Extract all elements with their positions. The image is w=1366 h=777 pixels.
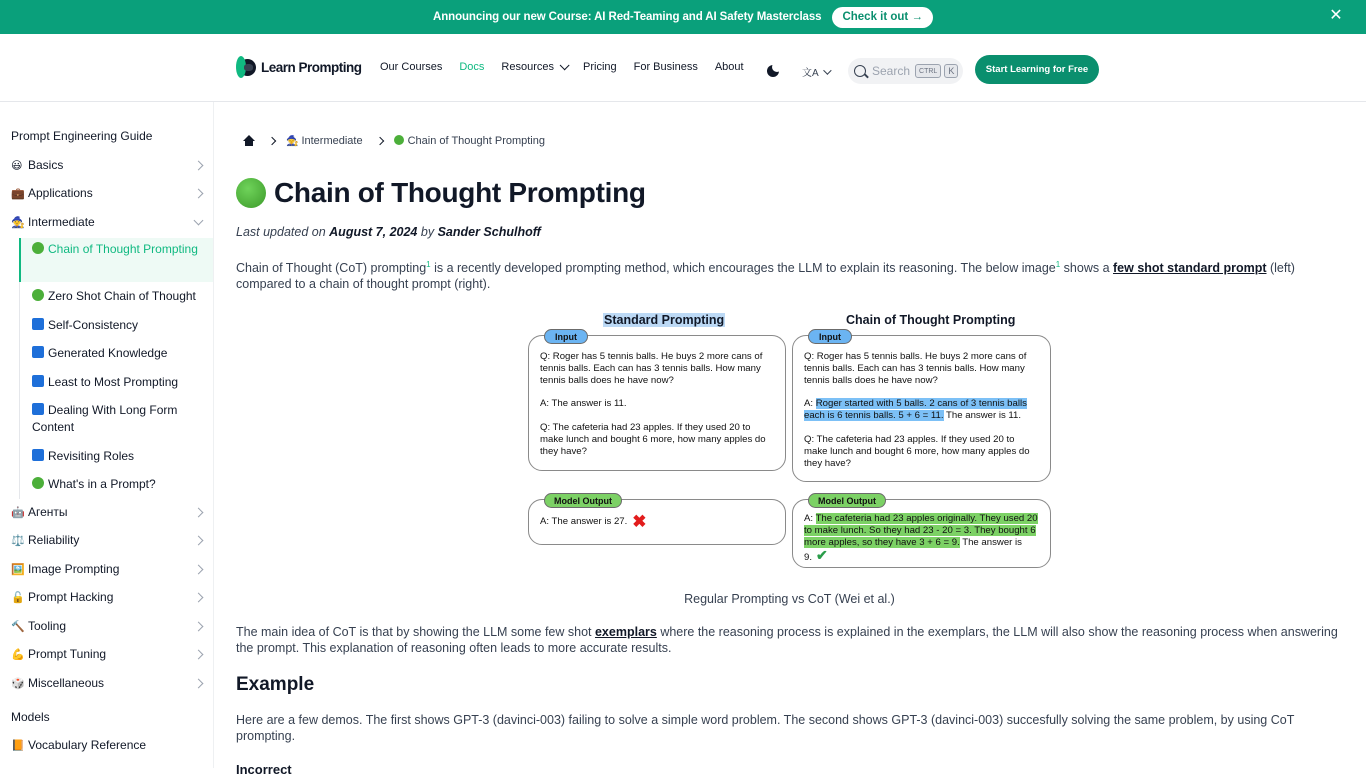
close-icon[interactable]: ✕ [1329,7,1343,24]
sidebar-item-label: Prompt Hacking [28,590,114,604]
chevron-right-icon [194,189,204,199]
sidebar-item-label: Revisiting Roles [48,449,135,463]
sidebar-subitem-whats-in-a-prompt[interactable] [19,471,213,499]
nav-about[interactable]: About [714,61,744,73]
nav-resources-label: Resources [501,61,554,73]
sidebar-section-guide[interactable]: Prompt Engineering Guide [11,129,153,143]
logo-icon [239,59,256,76]
sidebar-item-miscellaneous[interactable] [11,676,206,690]
scales-icon: ⚖️ [11,534,25,547]
banner-text: Announcing our new Course: AI Red-Teaming and AI Safety Masterclass [433,11,822,23]
chevron-right-icon [268,137,276,145]
exemplars-link[interactable]: exemplars [594,625,657,639]
main-idea-paragraph [236,624,1341,656]
sidebar-item-label: Intermediate [28,215,95,229]
hammer-icon: 🔨 [11,620,25,633]
dice-icon: 🎲 [11,677,25,690]
breadcrumb [243,135,545,147]
meta-date: August 7, 2024 [329,225,418,239]
sidebar-item-label: Tooling [28,619,67,633]
unlock-icon: 🔓 [11,591,25,604]
cot-q2: Q: The cafeteria had 23 apples. If they used 20 to make lunch and bought 6 more, how many apples do they have? [804,434,1030,469]
blue-square-icon [32,375,44,387]
moon-icon[interactable] [767,65,779,77]
sidebar-item-label: Vocabulary Reference [28,738,147,752]
search-input[interactable] [848,58,963,84]
nav-for-business[interactable]: For Business [633,61,698,73]
sidebar [0,102,214,768]
text: The main idea of CoT is that by showing the LLM some few shot [236,625,595,639]
chevron-right-icon [194,622,204,632]
cot-output [804,513,1044,564]
sidebar-section-models[interactable]: Models [11,710,50,724]
sidebar-item-label: Miscellaneous [28,676,105,690]
language-selector[interactable] [802,64,829,79]
text: A: [804,513,816,524]
robot-icon: 🤖 [11,506,25,519]
sidebar-subitem-zero-shot-cot[interactable] [19,282,213,312]
sidebar-item-basics[interactable] [11,158,206,172]
section-heading-example: Example [236,674,315,695]
red-x-icon: ✖ [632,512,647,531]
breadcrumb-intermediate[interactable] [286,135,363,147]
sidebar-subitem-long-form[interactable] [19,397,213,443]
footnote-ref[interactable]: 1 [1055,260,1061,269]
chevron-right-icon [194,508,204,518]
cot-output-box [792,499,1051,568]
sidebar-subitem-self-consistency[interactable] [19,312,213,340]
sidebar-item-label: Chain of Thought Prompting [48,242,198,256]
announcement-banner [0,0,1366,34]
text: is a recently developed prompting method, which encourages the LLM to explain its reasoning. The below image [430,261,1056,276]
sidebar-subitem-generated-knowledge[interactable] [19,340,213,369]
wizard-icon: 🧙 [11,216,25,229]
chevron-right-icon [194,679,204,689]
green-circle-icon [32,242,44,254]
breadcrumb-label: Chain of Thought Prompting [407,135,545,147]
start-learning-button[interactable]: Start Learning for Free [975,55,1099,84]
breadcrumb-current [394,135,545,147]
sidebar-item-label: Image Prompting [28,562,120,576]
book-icon: 📙 [11,739,25,752]
chevron-right-icon [194,565,204,575]
sidebar-item-label: Zero Shot Chain of Thought [48,289,196,303]
sidebar-item-vocabulary[interactable] [11,738,206,752]
chevron-down-icon [823,66,831,74]
sidebar-item-label: Basics [28,158,64,172]
text: where the reasoning process is explained in the exemplars, the LLM will also show the reasoning process when answering the prompt. This explanation of reasoning often leads to more accurate results. [236,625,1338,655]
input-label: Input [808,329,852,344]
std-input-box [528,335,786,471]
cot-q1: Q: Roger has 5 tennis balls. He buys 2 more cans of tennis balls. Each can has 3 tennis balls. How many tennis balls does he have now? [804,351,1027,386]
text: The answer is 9. [804,537,1022,563]
std-q2: Q: The cafeteria had 23 apples. If they used 20 to make lunch and bought 6 more, how many apples do they have? [540,422,766,457]
few-shot-link[interactable]: few shot standard prompt [1113,261,1267,276]
nav-docs[interactable]: Docs [459,61,485,73]
sidebar-subitem-revisiting-roles[interactable] [19,443,213,471]
translate-icon: 文A [802,68,819,79]
sidebar-item-prompt-tuning[interactable] [11,647,206,661]
cot-a1 [804,398,1044,422]
example-paragraph: Here are a few demos. The first shows GPT-3 (davinci-003) failing to solve a simple word problem. The second shows GPT-3 (davinci-003) succesfully solving the same problem, by using CoT prompting. [236,713,1295,743]
footnote-ref[interactable]: 1 [426,260,431,269]
highlighted-reasoning: Roger started with 5 balls. 2 cans of 3 tennis balls each is 6 tennis balls. 5 + 6 = 11. [804,398,1027,421]
logo-text: Learn Prompting [261,60,362,75]
intro-paragraph [236,257,1341,292]
text: Chain of Thought (CoT) prompting [236,261,427,276]
chevron-right-icon [375,137,383,145]
green-circle-icon [236,178,266,208]
blue-square-icon [32,403,44,415]
sidebar-item-agents[interactable] [11,505,206,519]
figure-right-title: Chain of Thought Prompting [846,313,1016,327]
main-nav [380,61,761,73]
sidebar-item-intermediate[interactable] [11,215,206,229]
meta-by: by [420,225,435,239]
chevron-down-icon [560,60,570,70]
breadcrumb-label: Intermediate [301,135,363,147]
green-check-icon: ✔ [816,547,828,563]
kbd-k: K [944,64,958,78]
flexed-bicep-icon: 💪 [11,648,25,661]
sidebar-item-prompt-hacking[interactable] [11,590,206,604]
sidebar-subitem-chain-of-thought[interactable] [19,238,213,282]
green-circle-icon [394,135,404,145]
input-label: Input [544,329,588,344]
nav-resources[interactable] [501,61,566,73]
search-placeholder: Search [872,64,911,78]
check-it-out-button[interactable]: Check it out → [832,7,933,28]
wizard-icon: 🧙 [286,136,299,147]
text: shows a [1060,261,1114,276]
nav-pricing[interactable]: Pricing [583,61,617,73]
text: A: [804,398,816,409]
briefcase-icon: 💼 [11,187,25,200]
sidebar-item-label: Prompt Tuning [28,647,107,661]
sidebar-item-label: Dealing With Long Form Content [32,403,178,434]
kbd-ctrl: CTRL [915,64,941,78]
model-output-label: Model Output [544,493,622,508]
chevron-right-icon [194,536,204,546]
search-icon [854,65,866,77]
text: The answer is 11. [943,410,1022,421]
chevron-right-icon [194,650,204,660]
std-q1: Q: Roger has 5 tennis balls. He buys 2 more cans of tennis balls. Each can has 3 tennis balls. How many tennis balls does he have now? [540,351,763,386]
cot-comparison-figure [528,309,1053,572]
page-title-text: Chain of Thought Prompting [274,177,646,208]
logo-link[interactable] [239,59,362,76]
blue-square-icon [32,318,44,330]
sidebar-item-label: Reliability [28,533,80,547]
sidebar-item-reliability[interactable] [11,533,206,547]
sidebar-item-tooling[interactable] [11,619,206,633]
blue-square-icon [32,346,44,358]
sidebar-item-label: Self-Consistency [48,318,139,332]
nav-our-courses[interactable]: Our Courses [380,61,443,73]
framed-picture-icon: 🖼️ [11,563,25,576]
figure-caption: Regular Prompting vs CoT (Wei et al.) [684,592,895,606]
site-header [0,34,1366,102]
section-heading-incorrect: Incorrect [236,762,292,777]
page-title [236,177,646,209]
green-circle-icon [32,289,44,301]
highlighted-reasoning: The cafeteria had 23 apples originally. They used 20 to make lunch. So they had 23 - 20 = 3. They bought 6 more apples, so they have 3 + 6 = 9. [804,513,1038,548]
home-icon[interactable] [243,135,255,147]
figure-left-title: Standard Prompting [604,313,725,327]
sidebar-subitem-least-to-most[interactable] [19,369,213,397]
sidebar-item-applications[interactable] [11,186,206,200]
text: (left) compared to a chain of thought prompt (right). [236,261,1295,292]
blue-square-icon [32,449,44,461]
chevron-right-icon [194,593,204,603]
model-output-label: Model Output [808,493,886,508]
sidebar-item-label: Applications [28,186,93,200]
sidebar-item-image-prompting[interactable] [11,562,206,576]
green-circle-icon [32,477,44,489]
std-output [540,512,780,531]
cot-input-box [792,335,1051,482]
smiley-icon: 😃 [11,159,23,172]
sidebar-item-label: What's in a Prompt? [48,477,156,491]
meta-prefix: Last updated on [236,225,326,239]
meta-author[interactable]: Sander Schulhoff [437,225,541,239]
chevron-right-icon [194,161,204,171]
std-a1: A: The answer is 11. [540,398,627,409]
sidebar-item-label: Generated Knowledge [48,346,168,360]
sidebar-item-label: Агенты [28,505,68,519]
chevron-down-icon [194,216,204,226]
sidebar-item-label: Least to Most Prompting [48,375,179,389]
text: A: The answer is 27. [540,516,628,527]
last-updated [236,225,541,239]
